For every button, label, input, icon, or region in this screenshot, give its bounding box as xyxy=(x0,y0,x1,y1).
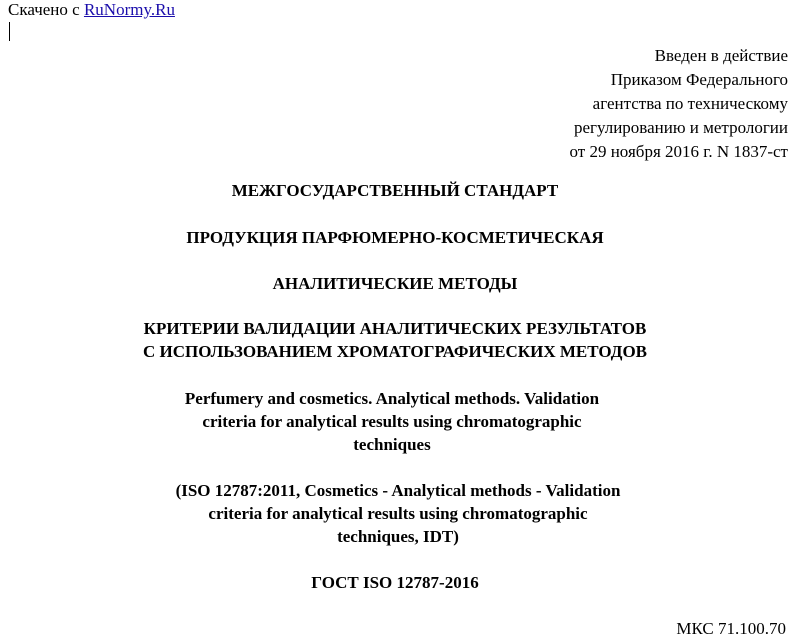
enactment-line: регулированию и метрологии xyxy=(573,118,788,137)
methods-title xyxy=(0,272,790,295)
iso-reference-line: (ISO 12787:2011, Cosmetics - Analytical methods - Validation xyxy=(175,481,621,500)
enactment-line: Приказом Федерального xyxy=(610,70,788,89)
product-title-text: ПРОДУКЦИЯ ПАРФЮМЕРНО-КОСМЕТИЧЕСКАЯ xyxy=(186,228,604,247)
iso-reference-line: criteria for analytical results using chromatographic xyxy=(208,504,588,523)
criteria-title-line: С ИСПОЛЬЗОВАНИЕМ ХРОМАТОГРАФИЧЕСКИХ МЕТОДОВ xyxy=(142,342,647,361)
interstate-standard-text: МЕЖГОСУДАРСТВЕННЫЙ СТАНДАРТ xyxy=(231,181,559,200)
english-title-line: criteria for analytical results using chromatographic xyxy=(202,412,582,431)
product-title xyxy=(0,226,790,249)
source-link[interactable]: RuNormy.Ru xyxy=(83,0,175,19)
english-title-line: techniques xyxy=(353,435,431,454)
iso-reference xyxy=(3,479,790,548)
enactment-line: Введен в действие xyxy=(654,46,788,65)
interstate-standard-title xyxy=(0,179,790,202)
source-prefix: Скачено с xyxy=(8,0,80,19)
criteria-title-line: КРИТЕРИИ ВАЛИДАЦИИ АНАЛИТИЧЕСКИХ РЕЗУЛЬТАТОВ xyxy=(143,319,647,338)
text-cursor xyxy=(9,22,10,41)
mks-code: МКС 71.100.70 xyxy=(676,619,786,638)
enactment-line: агентства по техническому xyxy=(592,94,788,113)
gost-designation-text: ГОСТ ISO 12787-2016 xyxy=(311,573,479,592)
criteria-title xyxy=(0,317,790,363)
gost-designation xyxy=(0,571,790,594)
source-line xyxy=(8,0,175,20)
enactment-line: от 29 ноября 2016 г. N 1837-ст xyxy=(569,142,788,161)
iso-reference-line: techniques, IDT) xyxy=(337,527,459,546)
methods-title-text: АНАЛИТИЧЕСКИЕ МЕТОДЫ xyxy=(272,274,518,293)
enactment-note xyxy=(488,44,788,164)
english-title-line: Perfumery and cosmetics. Analytical methods. Validation xyxy=(184,389,600,408)
english-title xyxy=(0,387,787,456)
